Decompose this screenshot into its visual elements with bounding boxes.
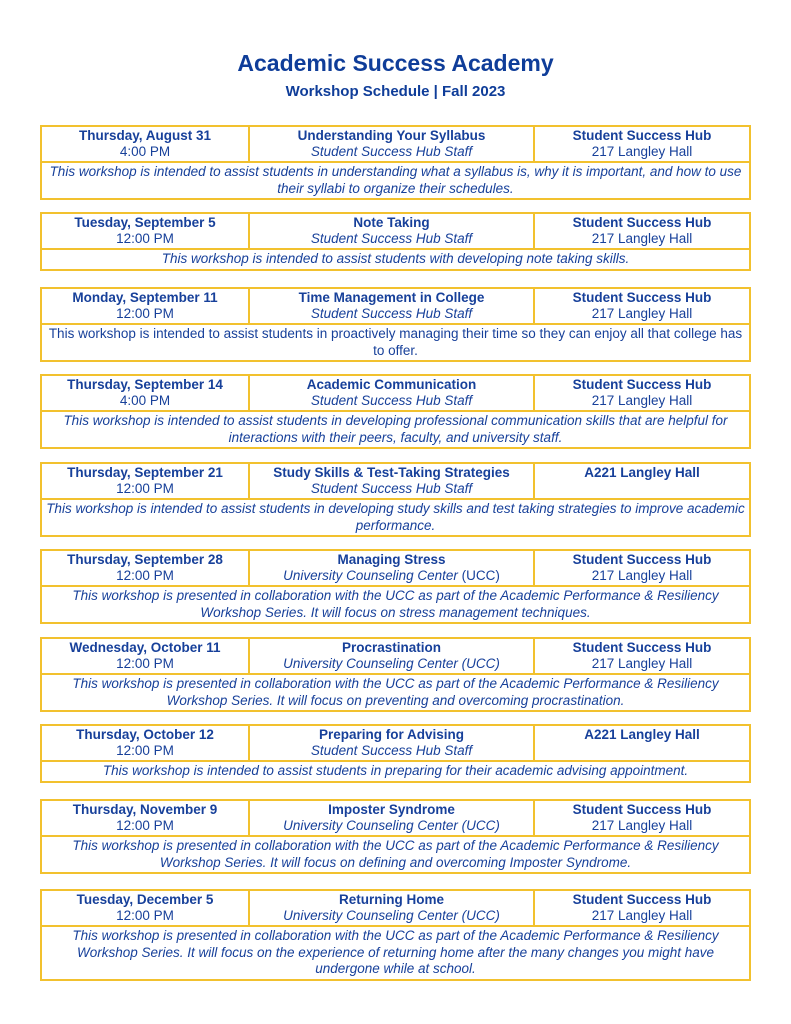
workshop-location: Student Success Hub — [572, 640, 712, 655]
workshop-time: 12:00 PM — [116, 743, 174, 758]
workshop-presenter: Student Success Hub Staff — [310, 231, 473, 246]
workshop-date: Thursday, September 14 — [67, 377, 223, 392]
workshop-description: This workshop is intended to assist students in developing professional communication skills that are helpful for interactions with their peers, faculty, and university staff. — [63, 413, 728, 445]
workshop-card — [40, 125, 751, 200]
workshop-description: This workshop is presented in collaboration with the UCC as part of the Academic Performance & Resiliency Workshop Series. It will focus on preventing and overcoming procrastination. — [72, 676, 719, 708]
workshop-description: This workshop is presented in collaboration with the UCC as part of the Academic Performance & Resiliency Workshop Series. It will focus on the experience of returning home after the many changes you might have undergone while at school. — [72, 928, 719, 976]
workshop-location: Student Success Hub — [572, 892, 712, 907]
page-subtitle: Workshop Schedule | Fall 2023 — [285, 83, 506, 100]
workshop-room: 217 Langley Hall — [591, 908, 693, 923]
workshop-room: 217 Langley Hall — [591, 144, 693, 159]
workshop-room: 217 Langley Hall — [591, 306, 693, 321]
workshop-date: Thursday, November 9 — [72, 802, 218, 817]
workshop-title: Imposter Syndrome — [328, 802, 455, 817]
workshop-title: Study Skills & Test-Taking Strategies — [273, 465, 510, 480]
workshop-title: Note Taking — [353, 215, 430, 230]
workshop-room: 217 Langley Hall — [591, 568, 693, 583]
workshop-presenter: University Counseling Center (UCC) — [283, 656, 500, 671]
workshop-time: 4:00 PM — [119, 144, 171, 159]
workshop-date: Tuesday, December 5 — [76, 892, 214, 907]
workshop-card — [40, 287, 751, 362]
workshop-time: 12:00 PM — [116, 908, 174, 923]
workshop-time: 12:00 PM — [116, 568, 174, 583]
workshop-location: A221 Langley Hall — [584, 727, 700, 742]
workshop-card — [40, 637, 751, 712]
workshop-card — [40, 799, 751, 874]
workshop-date: Thursday, August 31 — [78, 128, 212, 143]
workshop-date: Thursday, September 21 — [67, 465, 223, 480]
workshop-date: Thursday, September 28 — [67, 552, 223, 567]
workshop-time: 12:00 PM — [116, 656, 174, 671]
workshop-description: This workshop is intended to assist students in proactively managing their time so they can enjoy all that college has to offer. — [48, 326, 743, 358]
workshop-time: 12:00 PM — [116, 231, 174, 246]
workshop-time: 4:00 PM — [119, 393, 171, 408]
workshop-presenter: University Counseling Center (UCC) — [283, 818, 500, 833]
workshop-description: This workshop is intended to assist students in developing study skills and test taking strategies to improve academic performance. — [46, 501, 745, 533]
workshop-presenter: Student Success Hub Staff — [310, 743, 473, 758]
workshop-description: This workshop is intended to assist students in understanding what a syllabus is, why it is important, and how to use their syllabi to organize their schedules. — [49, 164, 742, 196]
workshop-description: This workshop is presented in collaboration with the UCC as part of the Academic Performance & Resiliency Workshop Series. It will focus on defining and overcoming Imposter Syndrome. — [72, 838, 719, 870]
presenter-suffix: (UCC) — [457, 568, 500, 583]
workshop-title: Understanding Your Syllabus — [297, 128, 486, 143]
workshop-room: 217 Langley Hall — [591, 656, 693, 671]
workshop-presenter: Student Success Hub Staff — [310, 481, 473, 496]
workshop-presenter: University Counseling Center (UCC) — [283, 908, 500, 923]
workshop-title: Time Management in College — [298, 290, 485, 305]
workshop-description: This workshop is presented in collaboration with the UCC as part of the Academic Performance & Resiliency Workshop Series. It will focus on stress management techniques. — [72, 588, 719, 620]
workshop-description: This workshop is intended to assist students with developing note taking skills. — [161, 251, 630, 266]
workshop-card — [40, 212, 751, 271]
workshop-time: 12:00 PM — [116, 306, 174, 321]
workshop-title: Procrastination — [341, 640, 442, 655]
workshop-location: Student Success Hub — [572, 377, 712, 392]
workshop-presenter: University Counseling Center — [283, 568, 458, 583]
workshop-title: Returning Home — [338, 892, 444, 907]
workshop-location: Student Success Hub — [572, 552, 712, 567]
workshop-room: 217 Langley Hall — [591, 231, 693, 246]
workshop-date: Thursday, October 12 — [76, 727, 214, 742]
workshop-location: Student Success Hub — [572, 290, 712, 305]
workshop-title: Managing Stress — [337, 552, 446, 567]
workshop-location: Student Success Hub — [572, 128, 712, 143]
workshop-date: Wednesday, October 11 — [69, 640, 221, 655]
workshop-time: 12:00 PM — [116, 481, 174, 496]
workshop-date: Tuesday, September 5 — [74, 215, 216, 230]
workshop-room: 217 Langley Hall — [591, 393, 693, 408]
workshop-card — [40, 889, 751, 981]
workshop-card — [40, 462, 751, 537]
workshop-location: Student Success Hub — [572, 215, 712, 230]
workshop-time: 12:00 PM — [116, 818, 174, 833]
workshop-card — [40, 724, 751, 783]
workshop-card — [40, 549, 751, 624]
workshop-presenter: Student Success Hub Staff — [310, 393, 473, 408]
workshop-description: This workshop is intended to assist students in preparing for their academic advising appointment. — [102, 763, 689, 778]
page-title: Academic Success Academy — [237, 50, 554, 76]
workshop-presenter: Student Success Hub Staff — [310, 306, 473, 321]
workshop-location: A221 Langley Hall — [584, 465, 700, 480]
workshop-location: Student Success Hub — [572, 802, 712, 817]
workshop-presenter: Student Success Hub Staff — [310, 144, 473, 159]
workshop-card — [40, 374, 751, 449]
workshop-room: 217 Langley Hall — [591, 818, 693, 833]
workshop-title: Academic Communication — [306, 377, 477, 392]
workshop-title: Preparing for Advising — [318, 727, 465, 742]
workshop-date: Monday, September 11 — [72, 290, 218, 305]
